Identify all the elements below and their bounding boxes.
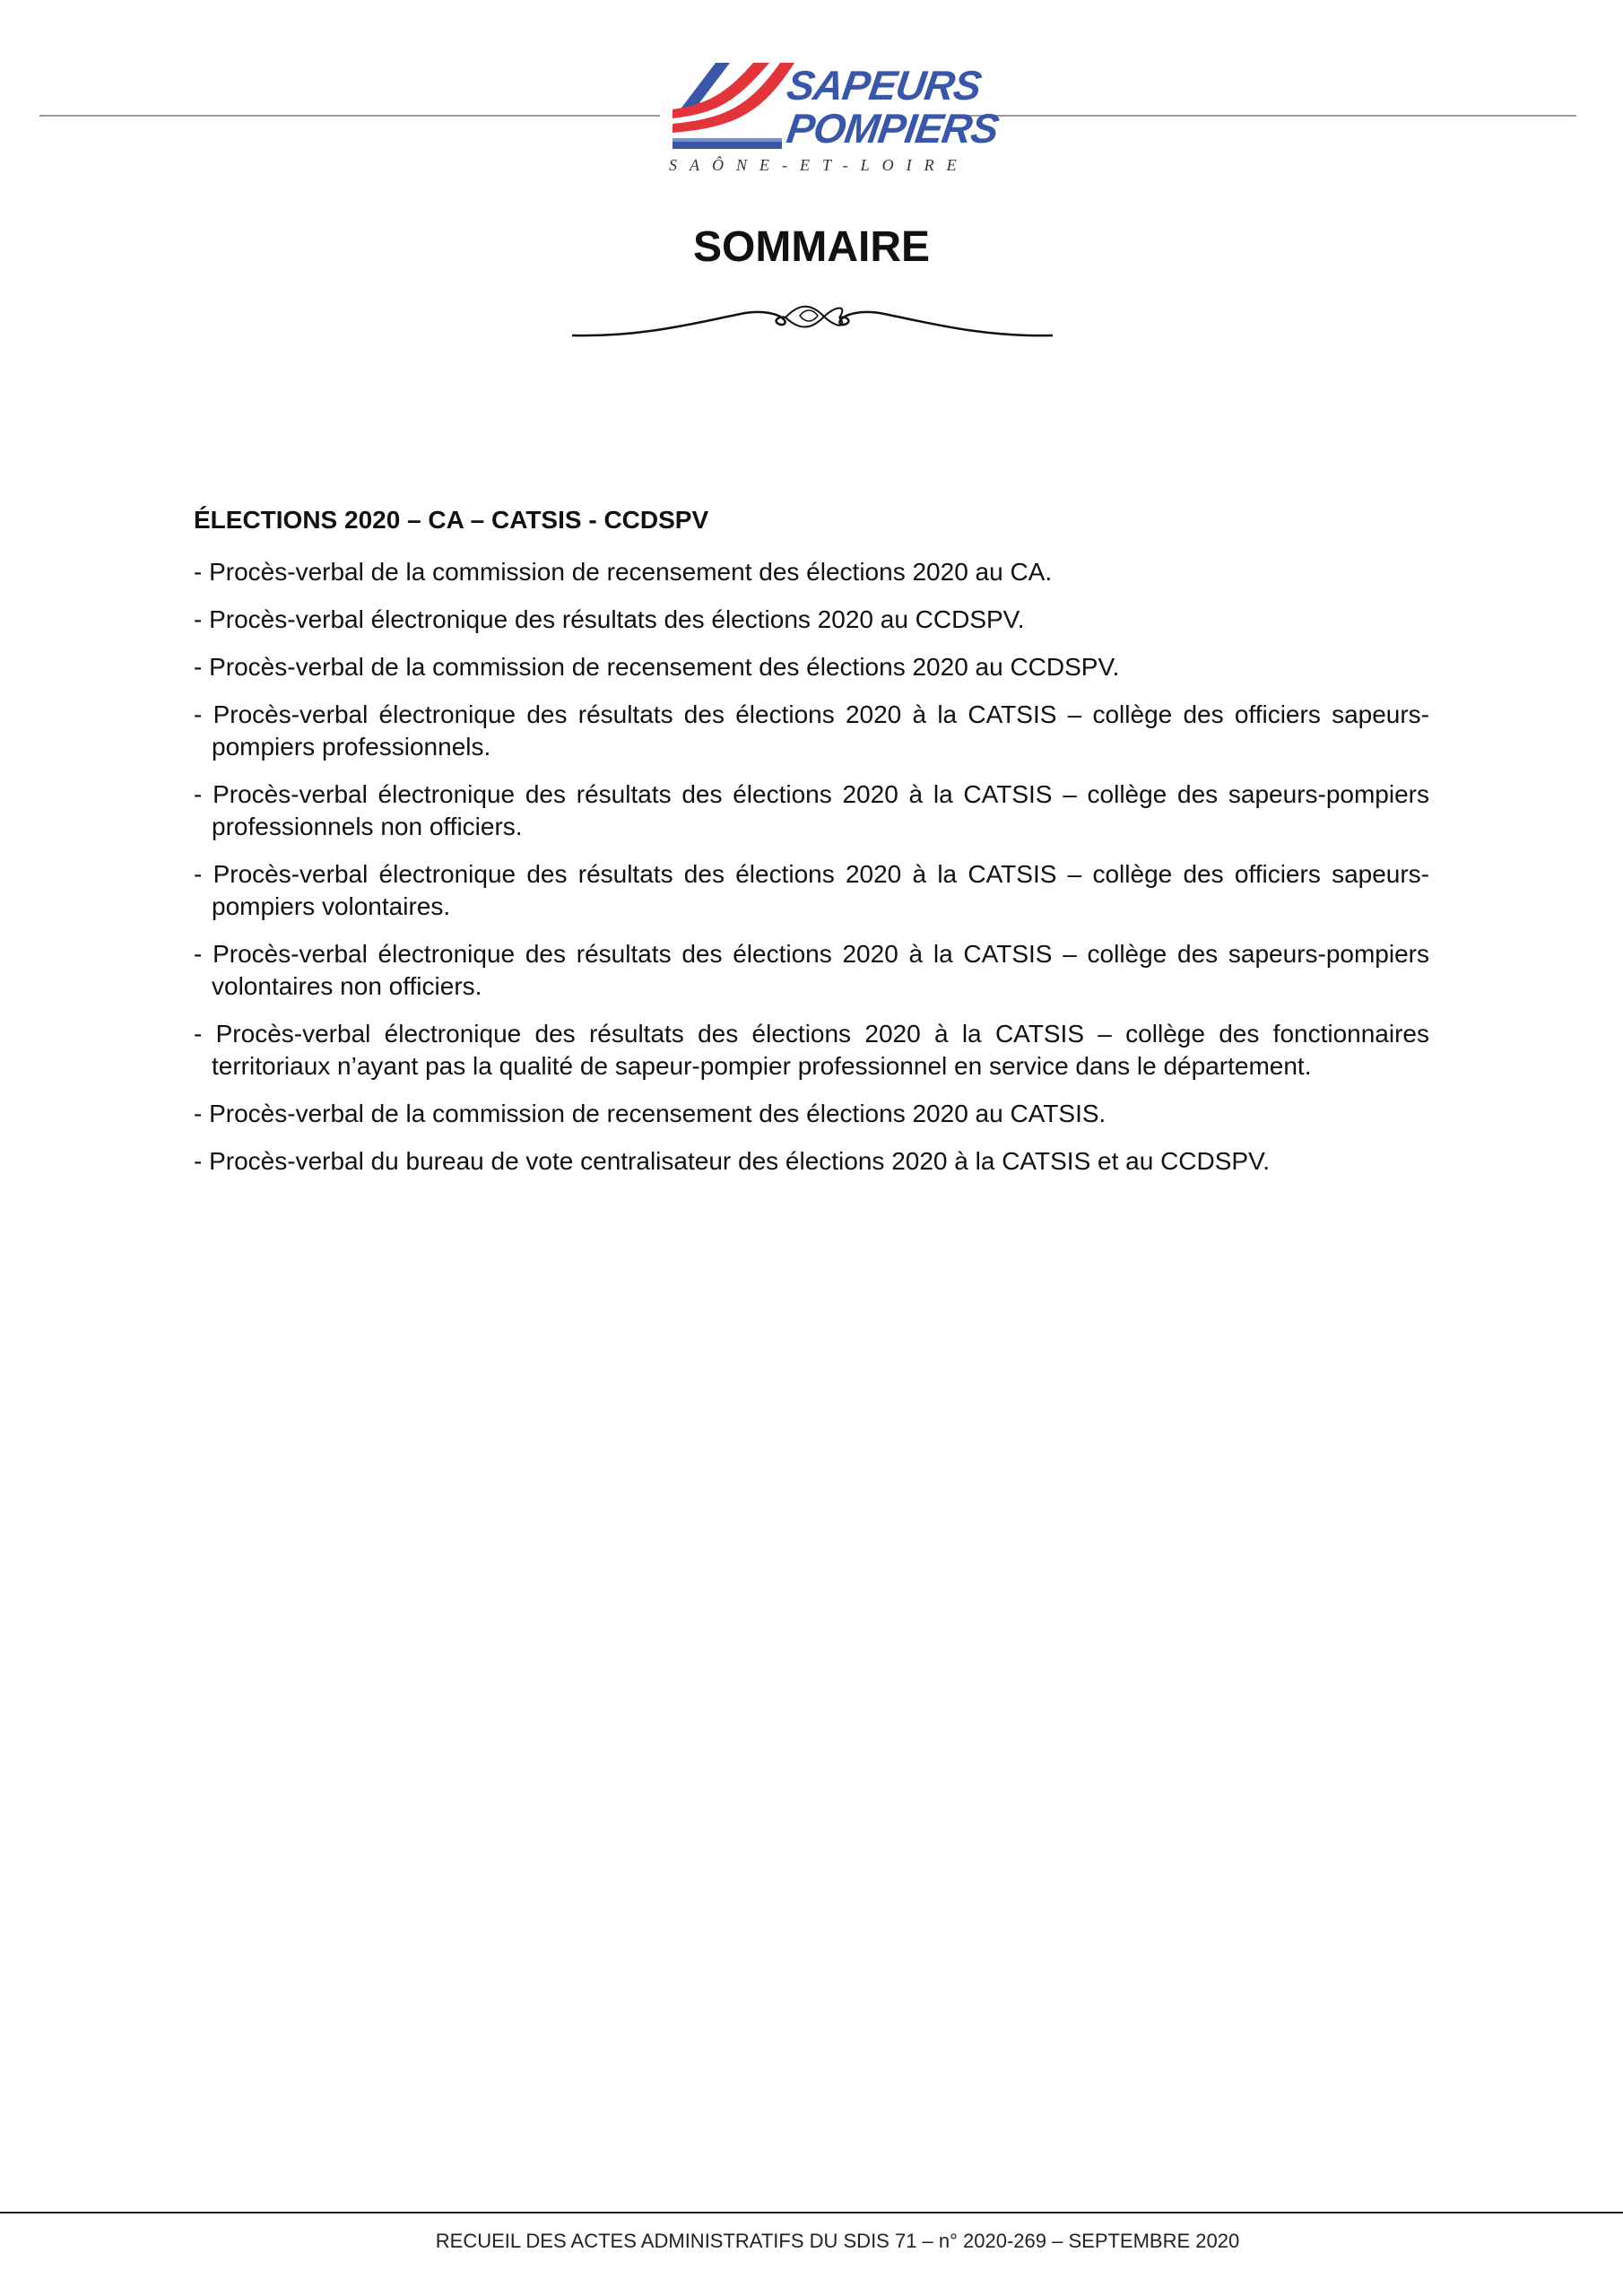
list-item: - Procès-verbal du bureau de vote centralisateur des élections 2020 à la CATSIS et au CCDSPV. bbox=[194, 1147, 1270, 1175]
list-item: - Procès-verbal électronique des résultats des élections 2020 à la CATSIS – collège des fonctionnaires territoriaux n’ayant pas la qualité de sapeur-pompier professionnel en service dans le département. bbox=[194, 1020, 1429, 1080]
footer-text: RECUEIL DES ACTES ADMINISTRATIFS DU SDIS 71 – n° 2020-269 – SEPTEMBRE 2020 bbox=[435, 2230, 1240, 2252]
page-title: SOMMAIRE bbox=[693, 223, 930, 271]
list-item: - Procès-verbal électronique des résultats des élections 2020 à la CATSIS – collège des officiers sapeurs-pompiers volontaires. bbox=[194, 860, 1429, 920]
footer-rule bbox=[0, 2212, 1623, 2213]
list-item: - Procès-verbal de la commission de recensement des élections 2020 au CATSIS. bbox=[194, 1100, 1107, 1127]
header-rule-left bbox=[39, 115, 660, 117]
list-item: - Procès-verbal de la commission de recensement des élections 2020 au CCDSPV. bbox=[194, 653, 1120, 681]
section-heading: ÉLECTIONS 2020 – CA – CATSIS - CCDSPV bbox=[194, 506, 709, 534]
list-item: - Procès-verbal électronique des résultats des élections 2020 à la CATSIS – collège des officiers sapeurs-pompiers professionnels. bbox=[194, 700, 1429, 761]
logo-line-2: POMPIERS bbox=[784, 105, 1002, 152]
list-item: - Procès-verbal électronique des résultats des élections 2020 au CCDSPV. bbox=[194, 605, 1025, 633]
logo-subtitle: SAÔNE-ET-LOIRE bbox=[669, 156, 969, 174]
summary-content bbox=[194, 502, 1429, 1193]
sapeurs-pompiers-logo bbox=[664, 57, 1002, 183]
list-item: - Procès-verbal électronique des résultats des élections 2020 à la CATSIS – collège des sapeurs-pompiers volontaires non officiers. bbox=[194, 940, 1429, 1000]
decorative-flourish-icon bbox=[570, 296, 1055, 341]
summary-list bbox=[194, 556, 1429, 1178]
list-item: - Procès-verbal de la commission de recensement des élections 2020 au CA. bbox=[194, 558, 1053, 586]
logo-line-1: SAPEURS bbox=[784, 62, 985, 109]
header-rule-right bbox=[956, 115, 1576, 117]
list-item: - Procès-verbal électronique des résultats des élections 2020 à la CATSIS – collège des sapeurs-pompiers professionnels non officiers. bbox=[194, 780, 1429, 840]
